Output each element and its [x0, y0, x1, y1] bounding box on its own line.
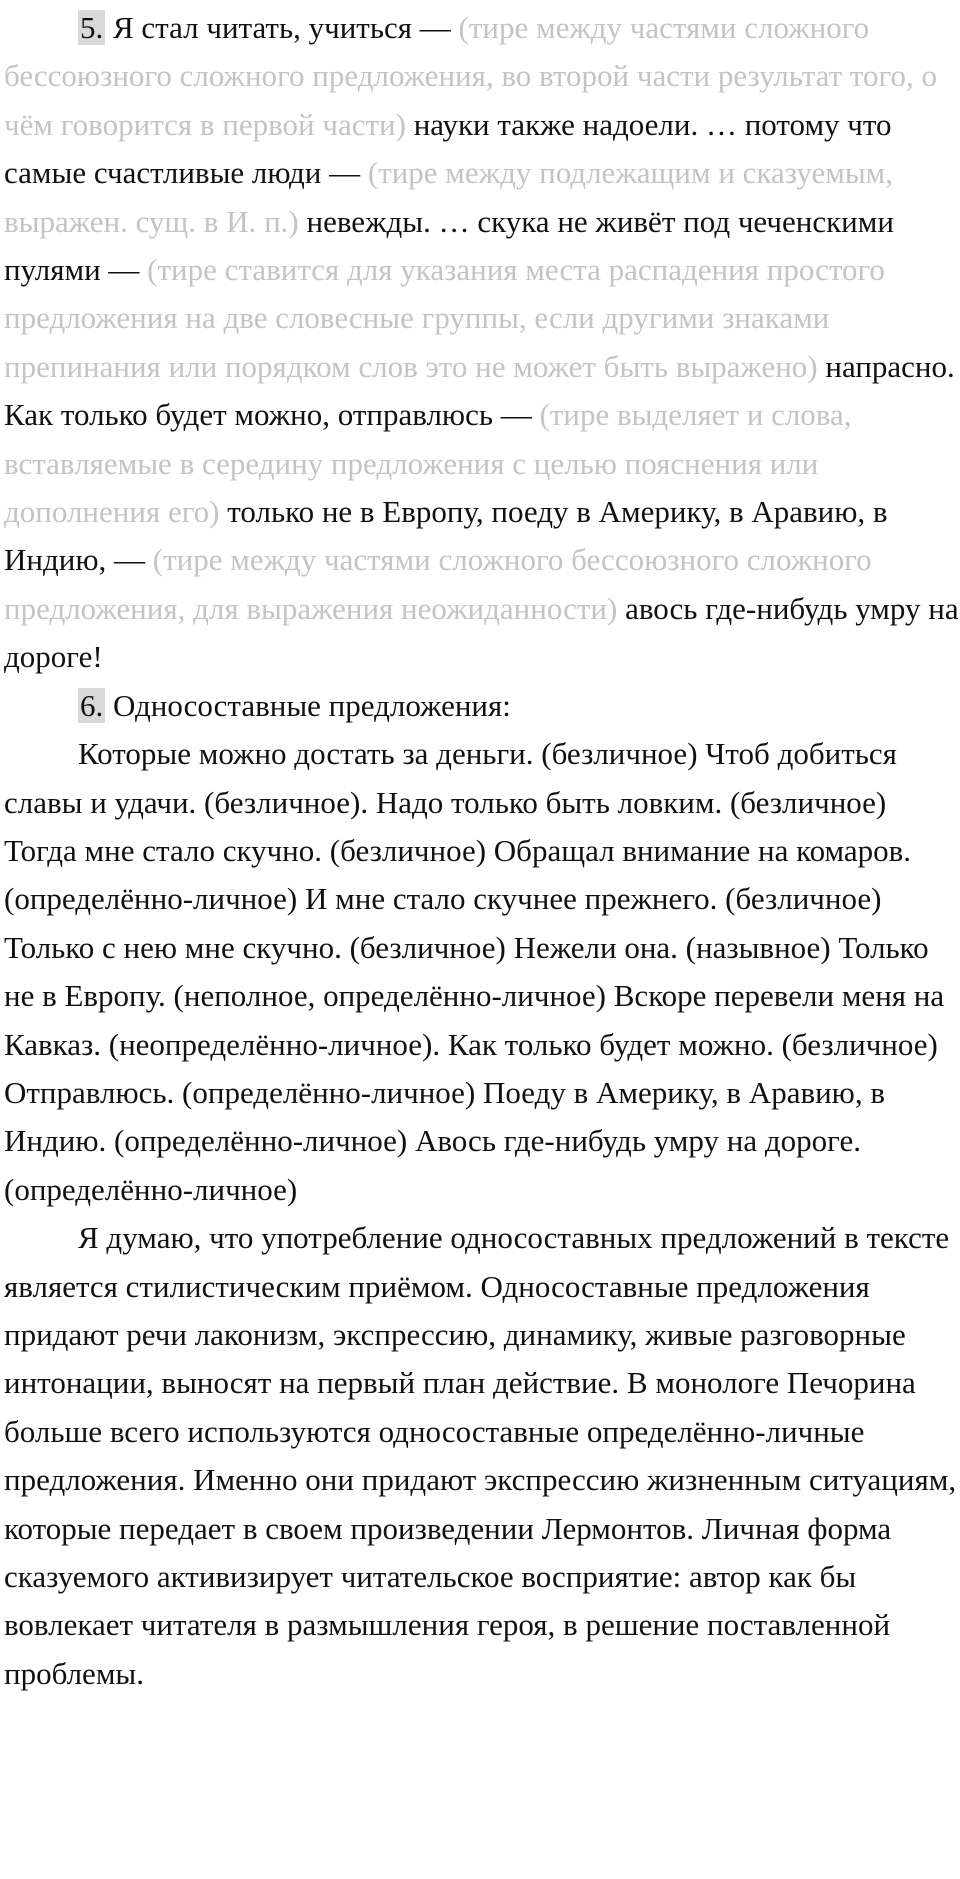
document-page [4, 4, 960, 1698]
task-5-segment: напрасно. Как только будет можно, отправлюсь — [4, 348, 955, 433]
task-6-heading-line [4, 682, 960, 730]
punctuation-note: (тире ставится для указания места распадения простого предложения на две словесные группы, если другими знаками препинания или порядком слов это не может быть выражено) [4, 252, 885, 384]
task-5-segment: науки также надоели. … потому что самые счастливые люди — [4, 106, 892, 191]
punctuation-note: (тире между частями сложного бессоюзного сложного предложения, во второй части результат того, о чём говорится в первой части) [4, 10, 937, 142]
punctuation-note: (тире между подлежащим и сказуемым, выражен. сущ. в И. п.) [4, 155, 894, 239]
task-5-segment: невежды. … скука не живёт под чеченскими пулями — [4, 203, 894, 288]
punctuation-note: (тире выделяет и слова, вставляемые в середину предложения с целью пояснения или дополнения его) [4, 397, 852, 530]
task-6-examples: Которые можно достать за деньги. (безличное) Чтоб добиться славы и удачи. (безличное). Надо только быть ловким. (безличное) Тогда мне стало скучно. (безличное) Обращал внимание на комаров. (определённо-личное) И мне стало скучнее прежнего. (безличное) Только с нею мне скучно. (безличное) Нежели она. (назывное) Только не в Европу. (неполное, определённо-личное) Вскоре перевели меня на Кавказ. (неопределённо-личное). Как только будет можно. (безличное) Отправлюсь. (определённо-личное) Поеду в Америку, в Аравию, в Индию. (определённо-личное) Авось где-нибудь умру на дороге. (определённо-личное) [4, 736, 945, 1207]
task-5-segment: Я стал читать, учиться — [113, 10, 459, 45]
task-5-segment: только не в Европу, поеду в Америку, в Аравию, в Индию, — [4, 494, 888, 578]
task-6-conclusion: Я думаю, что употребление односоставных предложений в тексте является стилистическим приёмом. Односоставные предложения придают речи лаконизм, экспрессию, динамику, живые разговорные интонации, выносят на первый план действие. В монологе Печорина больше всего используются односоставные определённо-личные предложения. Именно они придают экспрессию жизненным ситуациям, которые передает в своем произведении Лермонтов. Личная форма сказуемого активизирует читательское восприятие: автор как бы вовлекает читателя в размышления героя, в решение поставленной проблемы. [4, 1220, 957, 1691]
task-5-segment: авось где-нибудь умру на дороге! [4, 590, 959, 675]
punctuation-note: (тире между частями сложного бессоюзного сложного предложения, для выражения неожиданности) [4, 542, 872, 626]
task-6-heading: Односоставные предложения: [113, 687, 511, 723]
task-5-number: 5. [80, 10, 104, 45]
task-5-paragraph [4, 4, 960, 682]
task-6-number: 6. [80, 687, 104, 723]
